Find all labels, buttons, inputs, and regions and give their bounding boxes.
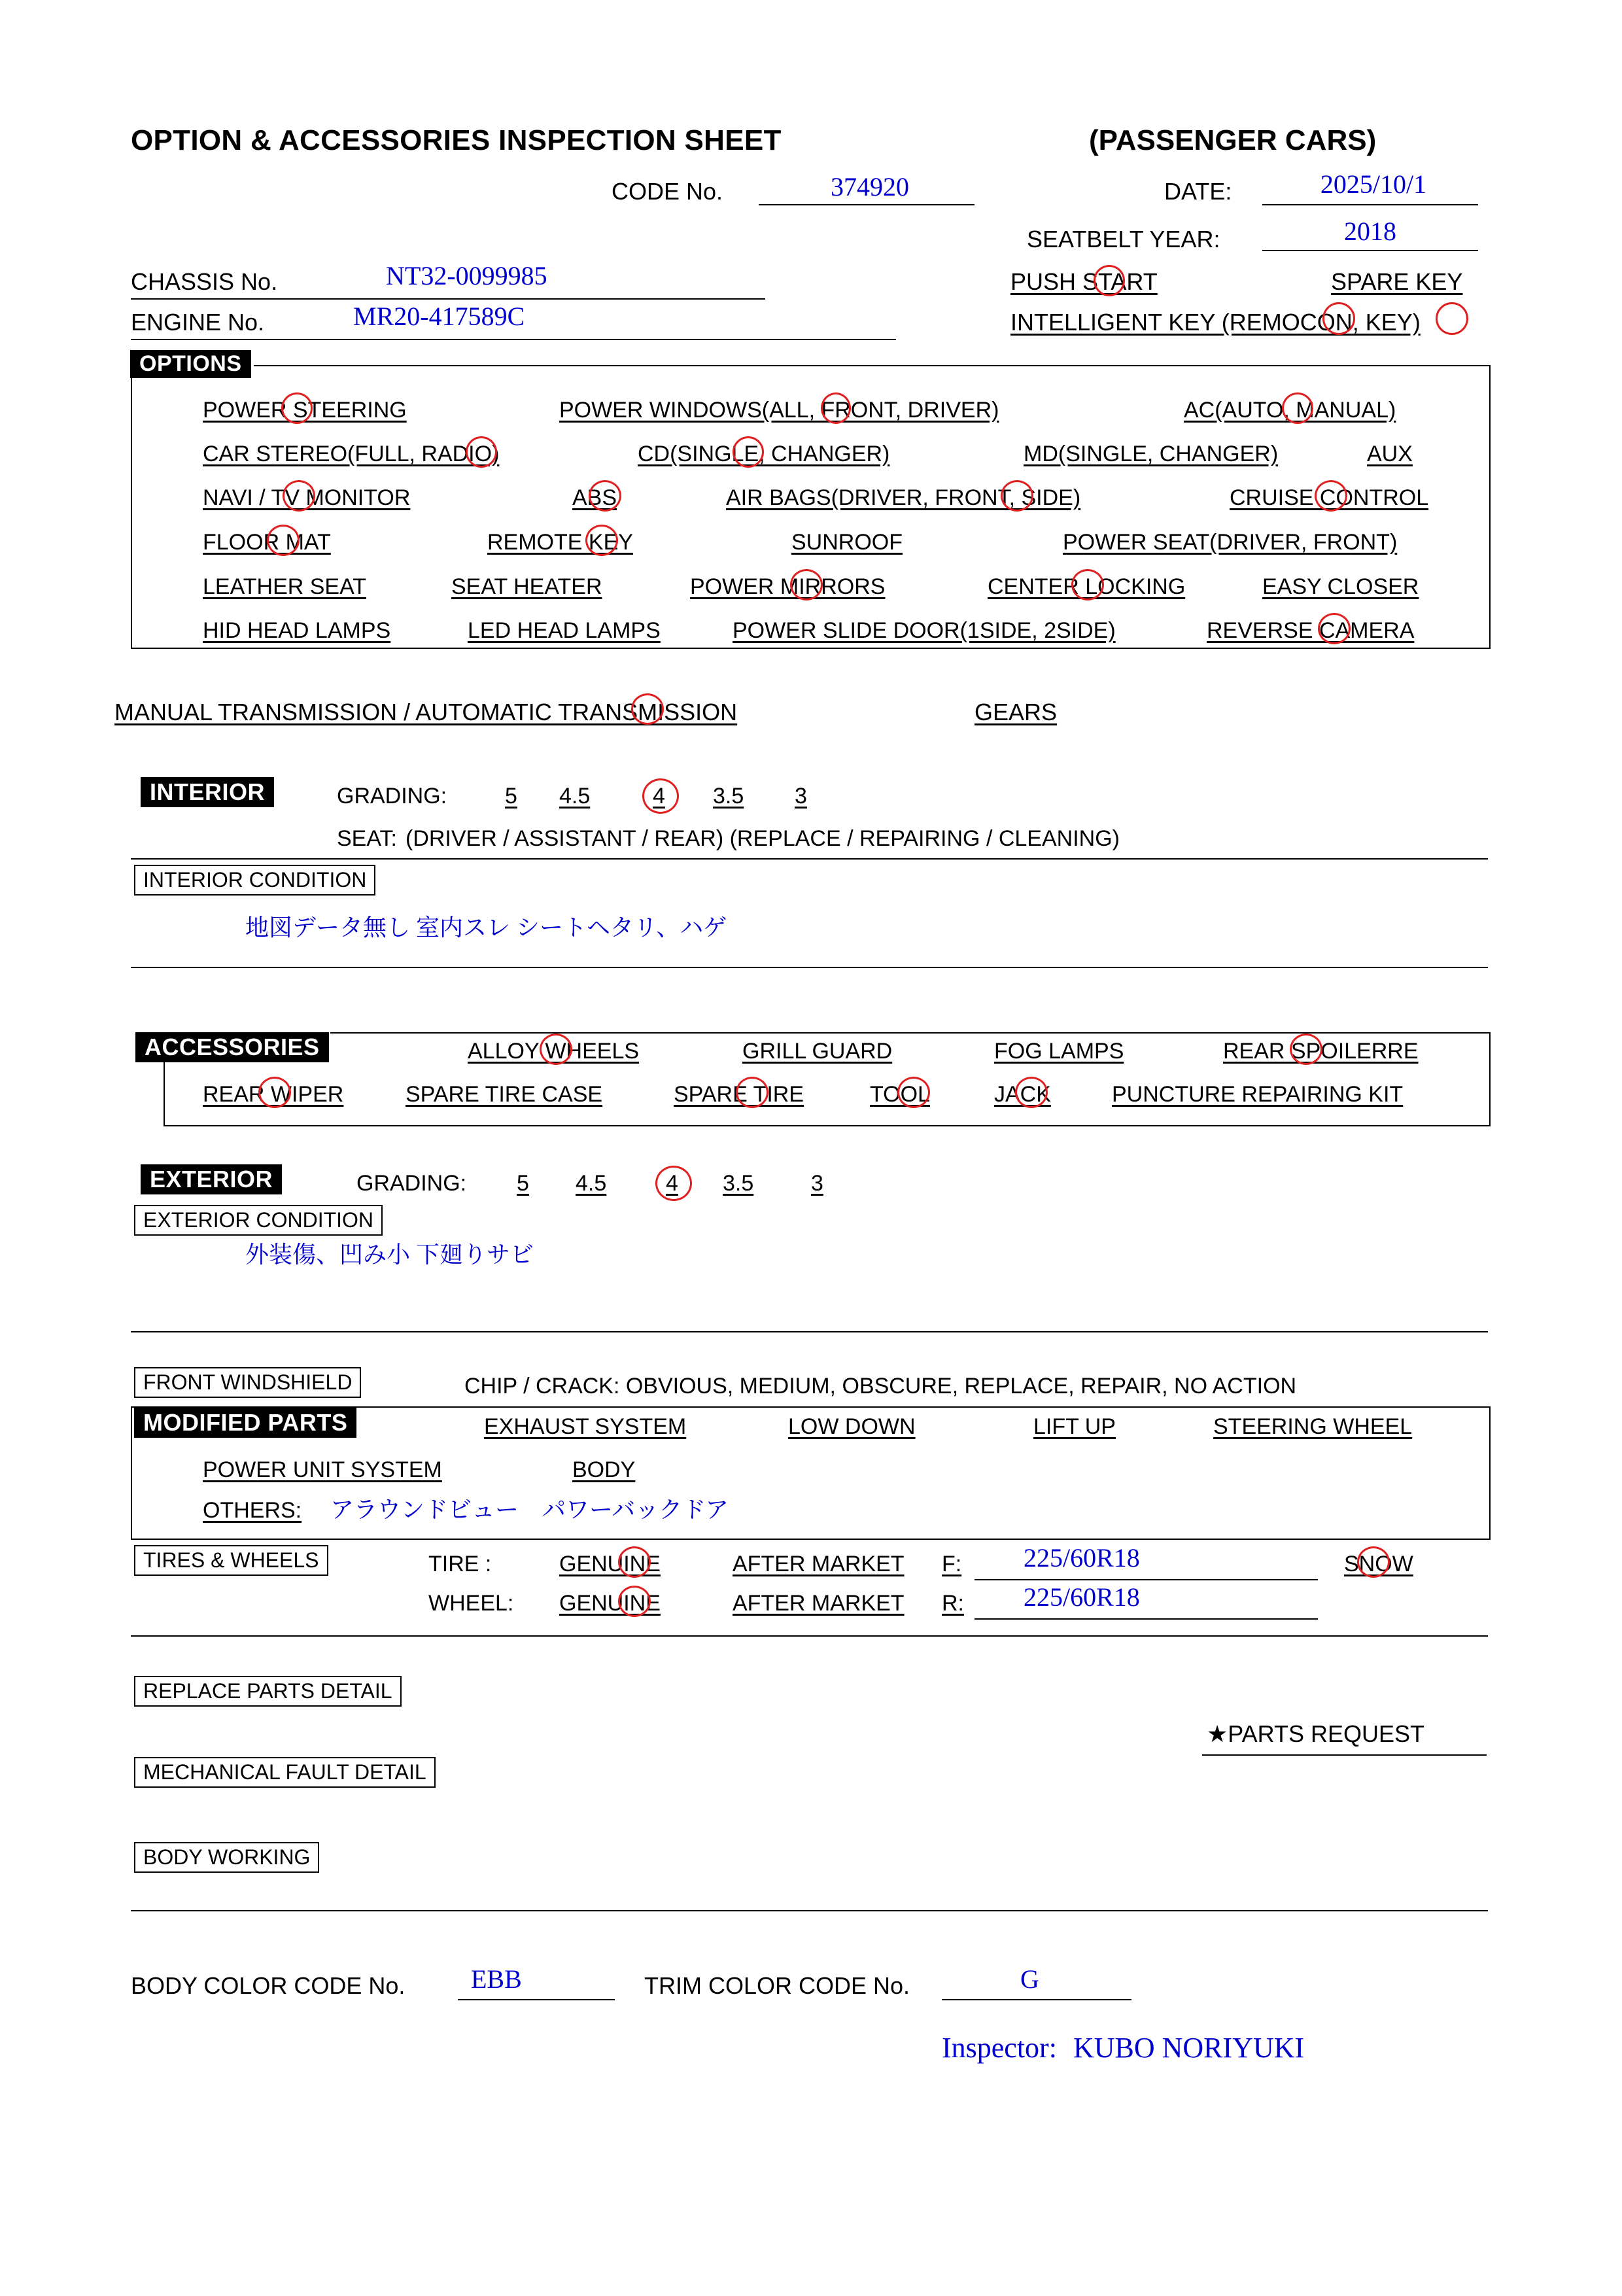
tire-snow[interactable]: SNOW — [1344, 1552, 1413, 1576]
exterior-grade-35[interactable]: 3.5 — [723, 1171, 754, 1196]
interior-grading-label: GRADING: — [337, 784, 447, 809]
parts-request-underline — [1202, 1754, 1487, 1756]
inspector-label: Inspector: — [942, 2032, 1057, 2064]
page-subtitle: (PASSENGER CARS) — [1089, 124, 1377, 156]
gears-label[interactable]: GEARS — [975, 699, 1058, 725]
seatbelt-year-value: 2018 — [1344, 217, 1396, 246]
circle-key — [1436, 302, 1468, 335]
exterior-condition-label: EXTERIOR CONDITION — [134, 1205, 383, 1236]
accessory-fog-lamps[interactable]: FOG LAMPS — [994, 1039, 1124, 1064]
body-color-value: EBB — [471, 1964, 522, 1994]
option-remote-key[interactable]: REMOTE KEY — [487, 530, 633, 555]
wheel-label: WHEEL: — [428, 1591, 514, 1616]
interior-grade-35[interactable]: 3.5 — [713, 784, 744, 809]
seatbelt-year-label: SEATBELT YEAR: — [1027, 226, 1220, 252]
trim-color-underline — [942, 1999, 1131, 2000]
accessories-section-label: ACCESSORIES — [135, 1032, 329, 1062]
exterior-section-label-wrap — [141, 1164, 282, 1194]
modified-section-label-wrap — [134, 1408, 356, 1438]
option-power-steering[interactable]: POWER STEERING — [203, 398, 407, 423]
exterior-bottom-line — [131, 1331, 1488, 1332]
seatbelt-underline — [1262, 250, 1478, 251]
option-reverse-camera[interactable]: REVERSE CAMERA — [1207, 618, 1415, 643]
interior-grade-5[interactable]: 5 — [505, 784, 517, 809]
replace-parts-label-wrap — [134, 1676, 402, 1707]
body-color-label: BODY COLOR CODE No. — [131, 1972, 406, 1999]
body-working-line — [131, 1910, 1488, 1911]
interior-grade-4[interactable]: 4 — [653, 784, 665, 809]
interior-seat-label: SEAT: — [337, 826, 397, 851]
trim-color-value: G — [1020, 1964, 1039, 1994]
option-air-bags[interactable]: AIR BAGS(DRIVER, FRONT, SIDE) — [726, 485, 1081, 510]
front-windshield-label-wrap — [134, 1367, 361, 1398]
code-label: CODE No. — [612, 178, 723, 205]
interior-condition-label-wrap — [134, 865, 375, 896]
option-navi-tv-monitor[interactable]: NAVI / TV MONITOR — [203, 485, 411, 510]
options-section-label-wrap — [128, 350, 254, 378]
inspector-value: KUBO NORIYUKI — [1073, 2032, 1305, 2064]
exterior-section-label: EXTERIOR — [141, 1164, 282, 1194]
date-label: DATE: — [1164, 178, 1232, 205]
tire-rear-label: R: — [942, 1591, 964, 1616]
windshield-options[interactable]: CHIP / CRACK: OBVIOUS, MEDIUM, OBSCURE, REPLACE, REPAIR, NO ACTION — [464, 1374, 1297, 1399]
accessories-section-label-wrap — [134, 1032, 330, 1062]
modified-body[interactable]: BODY — [572, 1457, 636, 1482]
option-cd[interactable]: CD(SINGLE, CHANGER) — [638, 442, 890, 466]
exterior-grade-3[interactable]: 3 — [811, 1171, 823, 1196]
body-working-label: BODY WORKING — [134, 1842, 319, 1873]
spare-key-option[interactable]: SPARE KEY — [1331, 268, 1463, 295]
tire-front-value: 225/60R18 — [1024, 1543, 1140, 1573]
tire-front-underline — [975, 1579, 1318, 1580]
page-title: OPTION & ACCESSORIES INSPECTION SHEET — [131, 124, 782, 156]
exterior-grade-45[interactable]: 4.5 — [576, 1171, 607, 1196]
modified-lift-up[interactable]: LIFT UP — [1033, 1414, 1116, 1439]
tire-rear-underline — [975, 1618, 1318, 1620]
date-value: 2025/10/1 — [1320, 169, 1427, 199]
trim-color-label: TRIM COLOR CODE No. — [644, 1972, 910, 1999]
option-power-slide-door[interactable]: POWER SLIDE DOOR(1SIDE, 2SIDE) — [733, 618, 1116, 643]
interior-bottom-line — [131, 967, 1488, 968]
exterior-grade-5[interactable]: 5 — [517, 1171, 529, 1196]
modified-parts-label: MODIFIED PARTS — [134, 1408, 356, 1438]
modified-others-label: OTHERS: — [203, 1498, 302, 1523]
interior-divider — [131, 858, 1488, 860]
exterior-condition-note: 外装傷、凹み小 下廻りサビ — [245, 1242, 534, 1268]
option-leather-seat[interactable]: LEATHER SEAT — [203, 574, 367, 599]
option-floor-mat[interactable]: FLOOR MAT — [203, 530, 331, 555]
accessory-rear-wiper[interactable]: REAR WIPER — [203, 1082, 344, 1107]
chassis-value: NT32-0099985 — [386, 261, 547, 290]
option-hid-head-lamps[interactable]: HID HEAD LAMPS — [203, 618, 391, 643]
accessory-spare-tire-case[interactable]: SPARE TIRE CASE — [406, 1082, 603, 1107]
option-aux[interactable]: AUX — [1367, 442, 1413, 466]
accessory-alloy-wheels[interactable]: ALLOY WHEELS — [468, 1039, 640, 1064]
modified-exhaust-system[interactable]: EXHAUST SYSTEM — [484, 1414, 687, 1439]
tire-genuine[interactable]: GENUINE — [559, 1552, 661, 1576]
engine-label: ENGINE No. — [131, 309, 265, 336]
interior-grade-3[interactable]: 3 — [795, 784, 807, 809]
tire-rear-value: 225/60R18 — [1024, 1582, 1140, 1612]
tire-front-label: F: — [942, 1552, 962, 1576]
exterior-grade-4[interactable]: 4 — [666, 1171, 678, 1196]
option-easy-closer[interactable]: EASY CLOSER — [1262, 574, 1419, 599]
wheel-after-market[interactable]: AFTER MARKET — [733, 1591, 905, 1616]
interior-condition-label: INTERIOR CONDITION — [134, 865, 375, 896]
date-underline — [1262, 204, 1478, 205]
modified-low-down[interactable]: LOW DOWN — [788, 1414, 916, 1439]
engine-value: MR20-417589C — [353, 302, 525, 331]
interior-condition-note: 地図データ無し 室内スレ シートヘタリ、ハゲ — [245, 914, 727, 941]
tires-wheels-label: TIRES & WHEELS — [134, 1545, 328, 1576]
option-seat-heater[interactable]: SEAT HEATER — [451, 574, 602, 599]
accessory-jack[interactable]: JACK — [994, 1082, 1051, 1107]
tire-label: TIRE : — [428, 1552, 492, 1576]
accessory-tool[interactable]: TOOL — [870, 1082, 930, 1107]
engine-underline — [131, 339, 896, 340]
chassis-underline — [131, 298, 765, 300]
tire-after-market[interactable]: AFTER MARKET — [733, 1552, 905, 1576]
option-led-head-lamps[interactable]: LED HEAD LAMPS — [468, 618, 661, 643]
accessory-puncture-kit[interactable]: PUNCTURE REPAIRING KIT — [1112, 1082, 1404, 1107]
modified-others-value: アラウンドビュー パワーバックドア — [330, 1497, 729, 1523]
code-value: 374920 — [831, 172, 909, 201]
interior-section-label-wrap — [141, 777, 274, 807]
code-underline — [759, 204, 975, 205]
exterior-condition-label-wrap — [134, 1205, 383, 1236]
exterior-grading-label: GRADING: — [356, 1171, 467, 1196]
interior-seat-options[interactable]: (DRIVER / ASSISTANT / REAR) (REPLACE / REPAIRING / CLEANING) — [406, 826, 1120, 851]
option-sunroof[interactable]: SUNROOF — [791, 530, 903, 555]
transmission-options[interactable]: MANUAL TRANSMISSION / AUTOMATIC TRANSMISSION — [114, 699, 738, 725]
options-section-label: OPTIONS — [130, 350, 251, 378]
push-start-option[interactable]: PUSH START — [1010, 268, 1158, 295]
accessory-grill-guard[interactable]: GRILL GUARD — [742, 1039, 893, 1064]
tires-bottom-line — [131, 1635, 1488, 1637]
option-abs[interactable]: ABS — [572, 485, 617, 510]
option-power-seat[interactable]: POWER SEAT(DRIVER, FRONT) — [1063, 530, 1398, 555]
option-cruise-control[interactable]: CRUISE CONTROL — [1230, 485, 1429, 510]
mechanical-fault-label-wrap — [134, 1757, 436, 1788]
modified-steering-wheel[interactable]: STEERING WHEEL — [1213, 1414, 1413, 1439]
option-power-windows[interactable]: POWER WINDOWS(ALL, FRONT, DRIVER) — [559, 398, 999, 423]
wheel-genuine[interactable]: GENUINE — [559, 1591, 661, 1616]
inspector-line — [942, 2031, 1304, 2064]
front-windshield-label: FRONT WINDSHIELD — [134, 1367, 361, 1398]
option-md[interactable]: MD(SINGLE, CHANGER) — [1024, 442, 1279, 466]
option-ac[interactable]: AC(AUTO, MANUAL) — [1184, 398, 1396, 423]
intelligent-key-option[interactable]: INTELLIGENT KEY (REMOCON, KEY) — [1010, 309, 1421, 336]
tires-label-wrap — [134, 1545, 328, 1576]
interior-section-label: INTERIOR — [141, 777, 274, 807]
modified-power-unit-system[interactable]: POWER UNIT SYSTEM — [203, 1457, 442, 1482]
accessory-rear-spoilerre[interactable]: REAR SPOILERRE — [1223, 1039, 1419, 1064]
replace-parts-detail-label: REPLACE PARTS DETAIL — [134, 1676, 402, 1707]
interior-grade-45[interactable]: 4.5 — [559, 784, 591, 809]
option-center-locking[interactable]: CENTER LOCKING — [988, 574, 1186, 599]
accessory-spare-tire[interactable]: SPARE TIRE — [674, 1082, 804, 1107]
body-working-label-wrap — [134, 1842, 319, 1873]
option-power-mirrors[interactable]: POWER MIRRORS — [690, 574, 886, 599]
parts-request-label: ★PARTS REQUEST — [1207, 1720, 1424, 1747]
option-car-stereo[interactable]: CAR STEREO(FULL, RADIO) — [203, 442, 500, 466]
body-color-underline — [458, 1999, 615, 2000]
chassis-label: CHASSIS No. — [131, 268, 278, 295]
mechanical-fault-detail-label: MECHANICAL FAULT DETAIL — [134, 1757, 436, 1788]
